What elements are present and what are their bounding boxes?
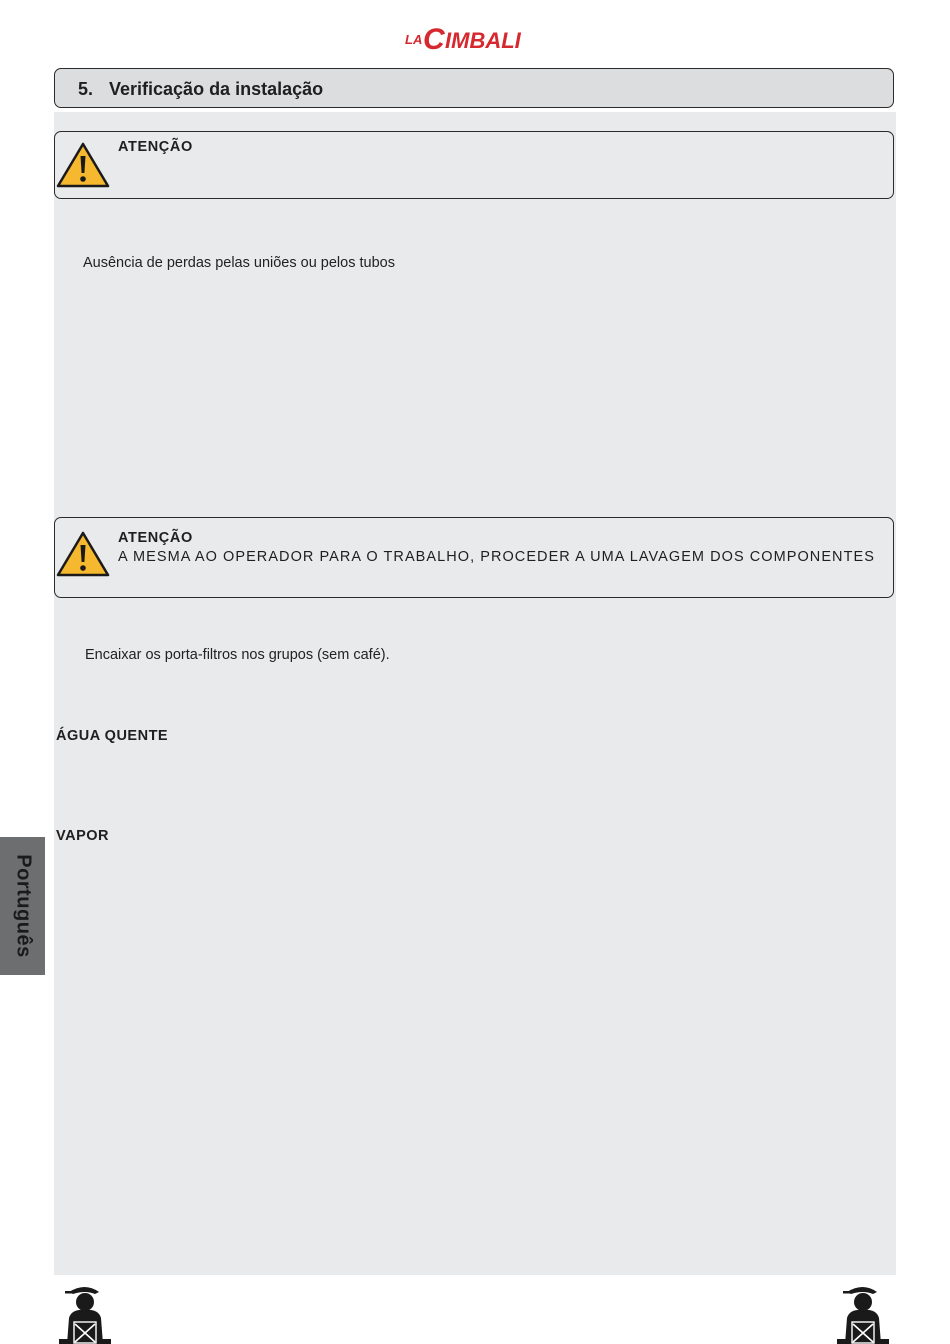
technician-icon [833,1284,895,1344]
warning-body-2: A MESMA AO OPERADOR PARA O TRABALHO, PROCEDER A UMA LAVAGEM DOS COMPONENTES [118,549,875,565]
warning-box-2 [54,517,894,598]
warning-triangle-icon [56,141,110,189]
content-area [54,112,896,1275]
technician-icon [55,1284,117,1344]
warning-box-1 [54,131,894,199]
language-tab-label: Português [12,854,34,958]
section-title: Verificação da instalação [109,79,324,99]
lacimbali-logo [405,18,545,56]
warning-triangle-icon [56,530,110,578]
section-title-box [54,68,894,108]
paragraph-portafilters: Encaixar os porta-filtros nos grupos (sem café). [85,647,390,663]
warning-title-2: ATENÇÃO [118,530,193,546]
warning-title-1: ATENÇÃO [118,139,193,155]
heading-steam: VAPOR [56,828,109,844]
svg-text:IMBALI: IMBALI [445,28,521,53]
heading-hot-water: ÁGUA QUENTE [56,728,169,744]
section-number: 5. [78,79,94,99]
language-tab [0,837,45,975]
svg-text:C: C [423,23,445,56]
paragraph-no-leaks: Ausência de perdas pelas uniões ou pelos tubos [83,255,395,271]
svg-text:LA: LA [405,32,423,47]
